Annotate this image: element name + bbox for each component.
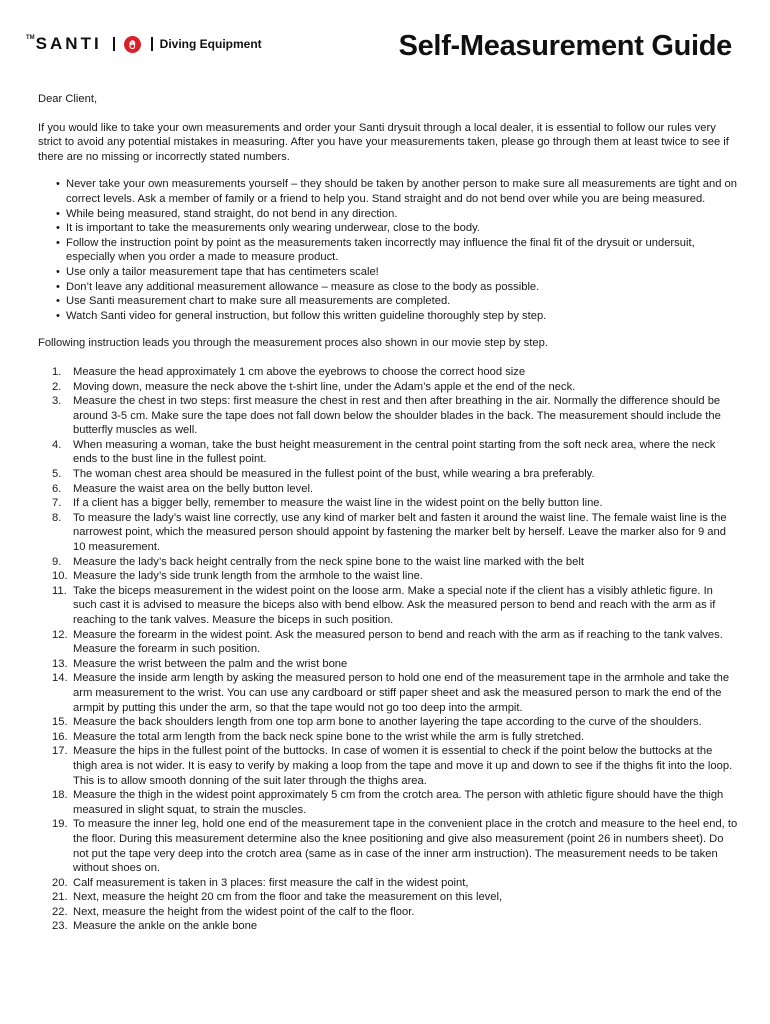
list-item bbox=[38, 817, 738, 875]
step-number: 2. bbox=[52, 380, 62, 393]
list-item bbox=[38, 628, 738, 657]
list-item bbox=[38, 584, 738, 628]
step-number: 5. bbox=[52, 468, 62, 481]
intro-paragraph: If you would like to take your own measurements and order your Santi drysuit through a local dealer, it is essential to follow our rules very strict to avoid any potential mistakes in measuring. After you have your measurements taken, please go through them at least twice to see if there are no missing or incorrectly stated numbers. bbox=[38, 121, 729, 163]
step-number: 14. bbox=[52, 672, 68, 685]
step-text: Calf measurement is taken in 3 places: first measure the calf in the widest point, bbox=[73, 876, 469, 889]
step-number: 11. bbox=[52, 584, 67, 597]
list-item bbox=[38, 671, 738, 715]
divider bbox=[151, 37, 153, 51]
page-title: Self-Measurement Guide bbox=[398, 30, 732, 62]
step-number: 10. bbox=[52, 570, 68, 583]
hand-logo-icon bbox=[124, 36, 141, 53]
step-text: If a client has a bigger belly, remember to measure the waist line in the widest point on the belly button line. bbox=[73, 497, 603, 510]
list-item bbox=[38, 905, 738, 920]
step-text: Measure the thigh in the widest point approximately 5 cm from the crotch area. The person with athletic figure should have the thigh measured in slight squat, to strain the muscles. bbox=[73, 789, 724, 816]
step-text: To measure the inner leg, hold one end of the measurement tape in the convenient place in the crotch and measure to the heel end, to the floor. During this measurement determine also the knee positioning and give also measurement (point 26 in numbers sheet). Do not put the tape very deep into the crotch area (same as in case of the inner arm instruction). The measurement needs to be taken without shoes on. bbox=[73, 818, 738, 875]
list-item bbox=[38, 482, 738, 497]
list-item bbox=[38, 380, 738, 395]
step-text: Measure the inside arm length by asking the measured person to hold one end of the measurement tape in the armhole and take the arm measurement to the wrist. You can use any cardboard or stiff paper sheet and ask the measured person to mark the end of the armpit by putting this under the arm, so that the tape would not go too deep into the armpit. bbox=[73, 672, 730, 714]
step-text: Moving down, measure the neck above the t-shirt line, under the Adam’s apple et the end of the neck. bbox=[73, 380, 576, 393]
step-number: 16. bbox=[52, 730, 68, 743]
list-item: • Don’t leave any additional measurement allowance – measure as close to the body as possible. bbox=[56, 280, 738, 295]
list-item bbox=[38, 467, 738, 482]
list-item bbox=[38, 715, 738, 730]
step-text: Measure the total arm length from the back neck spine bone to the wrist while the arm is fully stretched. bbox=[73, 730, 585, 743]
step-text: Measure the waist area on the belly button level. bbox=[73, 482, 314, 495]
list-item bbox=[38, 496, 738, 511]
list-item: • Never take your own measurements yourself – they should be taken by another person to make sure all measurements are tight and on correct levels. Ask a member of family or a friend to help you. Stand straight and do not bend over while you are being measured. bbox=[56, 177, 738, 206]
list-item bbox=[38, 438, 738, 467]
rules-list bbox=[38, 177, 738, 323]
step-text: The woman chest area should be measured in the fullest point of the bust, while wearing a bra preferably. bbox=[73, 468, 595, 481]
step-number: 20. bbox=[52, 876, 68, 889]
step-number: 23. bbox=[52, 920, 68, 933]
step-text: Measure the back shoulders length from one top arm bone to another layering the tape according to the curve of the shoulders. bbox=[73, 716, 702, 729]
step-number: 18. bbox=[52, 789, 68, 802]
list-item bbox=[38, 919, 738, 934]
step-text: Next, measure the height 20 cm from the floor and take the measurement on this level, bbox=[73, 891, 503, 904]
step-number: 3. bbox=[52, 395, 62, 408]
step-number: 12. bbox=[52, 628, 68, 641]
step-number: 9. bbox=[52, 555, 62, 568]
step-text: Measure the head approximately 1 cm above the eyebrows to choose the correct hood size bbox=[73, 365, 526, 378]
list-item: • Watch Santi video for general instruction, but follow this written guideline thoroughly step by step. bbox=[56, 309, 738, 324]
steps-list bbox=[38, 365, 738, 934]
list-item bbox=[38, 657, 738, 672]
step-number: 19. bbox=[52, 818, 68, 831]
list-item bbox=[38, 788, 738, 817]
page-header bbox=[26, 28, 732, 72]
step-text: Measure the hips in the fullest point of the buttocks. In case of women it is essential to check if the point below the buttocks at the thigh area is not wider. It is easy to verify by making a loop from the tape and move it up and down to see if the thighs fit into the loop. This is to allow smooth donning of the suit later through the thighs area. bbox=[73, 745, 733, 787]
document-body bbox=[38, 92, 738, 934]
step-number: 6. bbox=[52, 482, 62, 495]
list-item: • While being measured, stand straight, do not bend in any direction. bbox=[56, 207, 738, 222]
greeting: Dear Client, bbox=[38, 93, 98, 105]
steps-lead: Following instruction leads you through the measurement proces also shown in our movie step by step. bbox=[38, 337, 548, 350]
step-text: Measure the lady’s side trunk length from the armhole to the waist line. bbox=[73, 570, 423, 583]
list-item bbox=[38, 876, 738, 891]
step-text: Measure the forearm in the widest point. Ask the measured person to bend and reach with the arm as if reaching to the tank valves. Measure the forearm in such position. bbox=[73, 628, 723, 656]
list-item bbox=[38, 730, 738, 745]
step-text: Measure the ankle on the ankle bone bbox=[73, 920, 258, 933]
step-number: 17. bbox=[52, 745, 68, 758]
step-number: 15. bbox=[52, 716, 68, 729]
step-number: 7. bbox=[52, 497, 62, 510]
list-item: • It is important to take the measurements only wearing underwear, close to the body. bbox=[56, 221, 738, 236]
step-number: 1. bbox=[52, 365, 62, 378]
step-text: Measure the chest in two steps: first measure the chest in rest and then after breathing in the air. Normally the difference should be around 3-5 cm. Make sure the tape does not fall down below the shoulder blades in the back. The measurement should include the butterfly muscles as well. bbox=[73, 395, 721, 437]
list-item bbox=[38, 511, 738, 555]
brand-logo bbox=[26, 34, 262, 54]
list-item: • Use only a tailor measurement tape that has centimeters scale! bbox=[56, 265, 738, 280]
brand-wordmark: SANTI bbox=[35, 34, 102, 53]
list-item bbox=[38, 744, 738, 788]
step-number: 4. bbox=[52, 438, 62, 451]
step-text: To measure the lady’s waist line correctly, use any kind of marker belt and fasten it around the waist line. The female waist line is the narrowest point, which the measured person should appoint by fastening the marker belt by herself. Leave the marker also for 9 and 10 measurement. bbox=[73, 511, 727, 554]
step-number: 8. bbox=[52, 511, 62, 524]
list-item bbox=[38, 569, 738, 584]
list-item bbox=[38, 394, 738, 438]
list-item bbox=[38, 555, 738, 570]
trademark-mark: TM bbox=[26, 35, 35, 41]
step-text: Take the biceps measurement in the widest point on the loose arm. Make a special note if the client has a visibly athletic figure. In such cast it is advised to measure the biceps also with bend elbow. Ask the measured person to bend and reach with the arm as if reaching to the tank valves. Measure the biceps in such position. bbox=[73, 584, 716, 626]
divider bbox=[113, 37, 115, 51]
list-item: • Follow the instruction point by point as the measurements taken incorrectly may influence the final fit of the drysuit or undersuit, especially when you order a made to measure product. bbox=[56, 236, 738, 265]
step-text: Measure the lady’s back height centrally from the neck spine bone to the waist line marked with the belt bbox=[73, 555, 584, 568]
step-text: Measure the wrist between the palm and the wrist bone bbox=[73, 657, 348, 670]
list-item: • Use Santi measurement chart to make sure all measurements are completed. bbox=[56, 294, 738, 309]
step-text: Next, measure the height from the widest point of the calf to the floor. bbox=[73, 905, 415, 918]
list-item bbox=[38, 890, 738, 905]
step-number: 21. bbox=[52, 891, 68, 904]
step-number: 13. bbox=[52, 657, 68, 670]
brand-tagline: Diving Equipment bbox=[159, 37, 262, 51]
step-number: 22. bbox=[52, 905, 68, 918]
list-item bbox=[38, 365, 738, 380]
step-text: When measuring a woman, take the bust height measurement in the central point starting from the soft neck area, where the neck ends to the bust line in the fullest point. bbox=[73, 438, 716, 466]
